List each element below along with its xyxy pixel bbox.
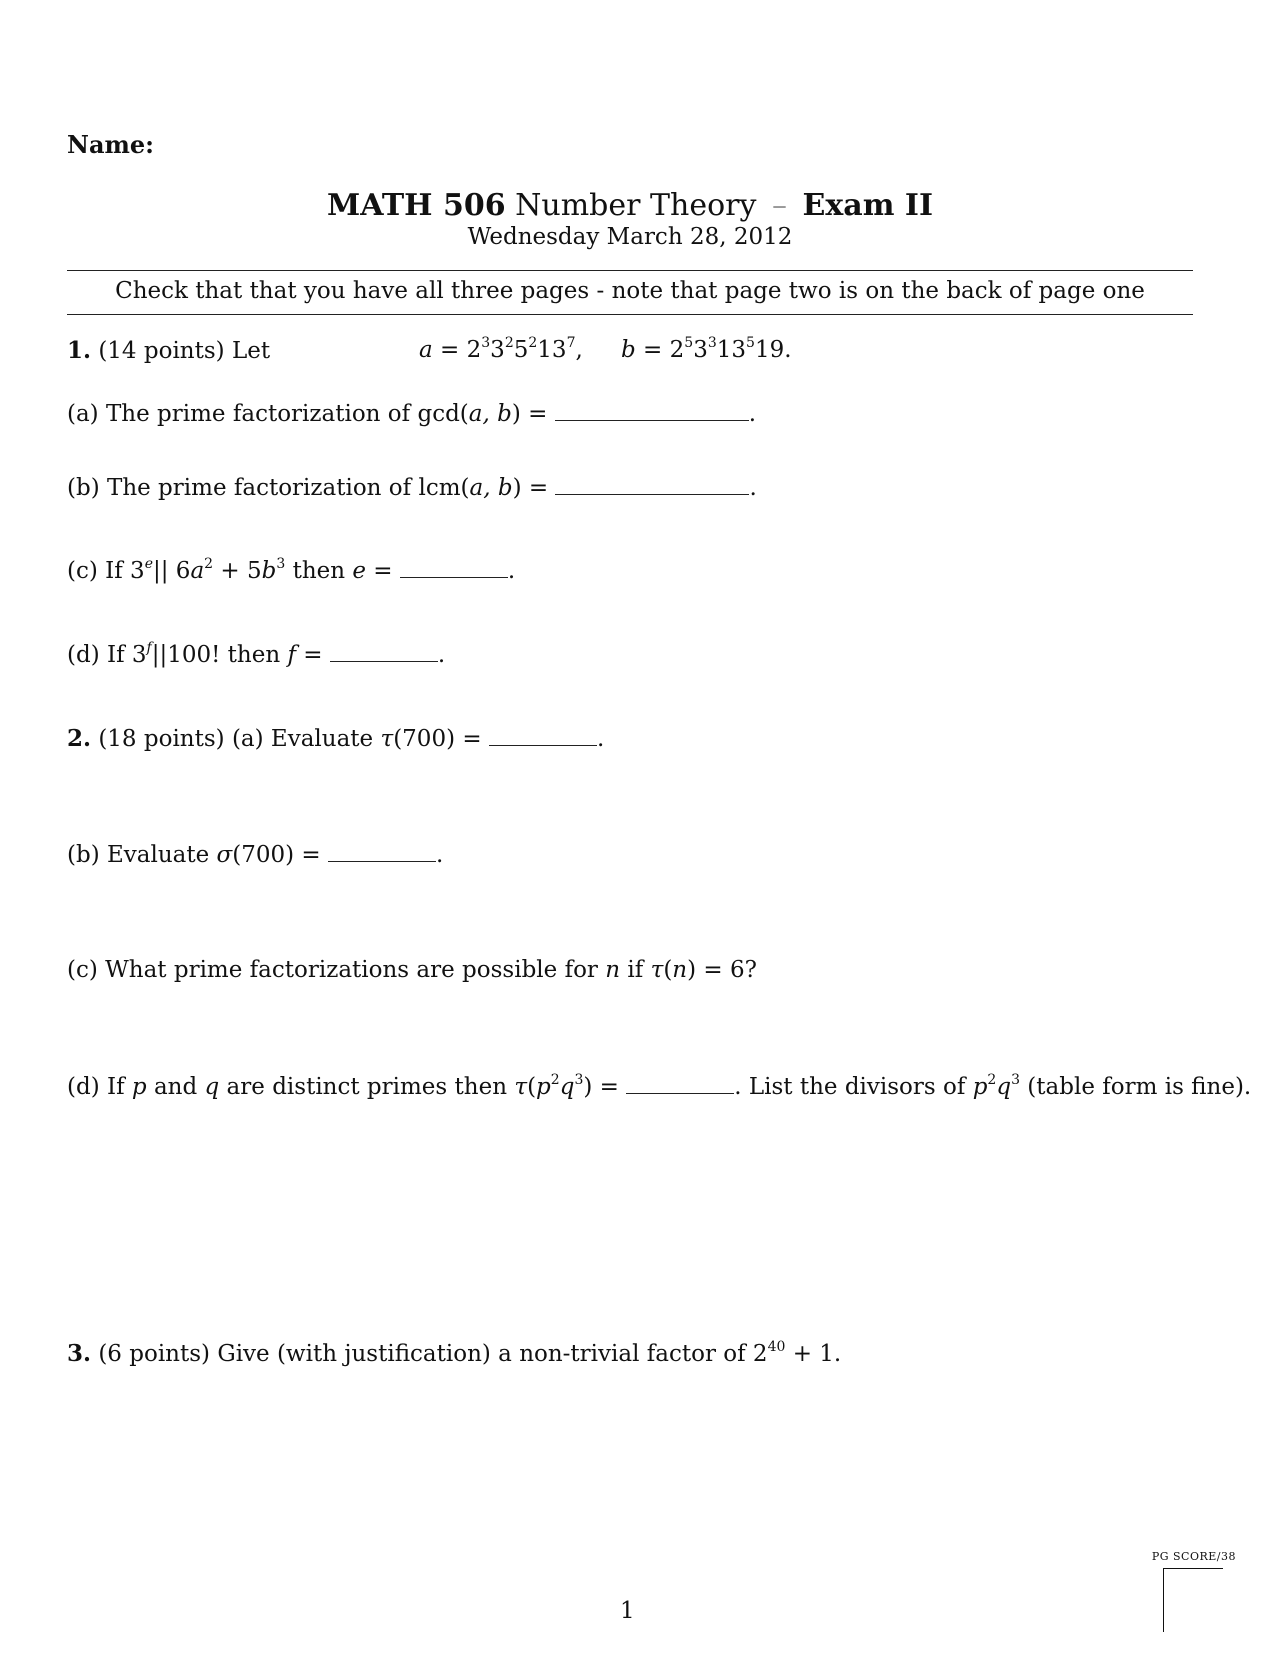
q3-text: (6 points) Give (with justification) a non-trivial factor of	[98, 1341, 746, 1367]
score-box-left	[1163, 1568, 1164, 1632]
q1-header	[67, 337, 270, 364]
instructions: Check that that you have all three pages - note that page two is on the back of page one	[115, 278, 1145, 304]
bottom-rule	[67, 314, 1193, 315]
exam-title	[0, 188, 1260, 223]
exam-date: Wednesday March 28, 2012	[467, 224, 793, 250]
q1-part-a-text: (a) The prime factorization of gcd(	[67, 401, 469, 427]
q2-part-d-end: List the divisors of	[748, 1074, 966, 1100]
answer-blank[interactable]	[555, 474, 749, 495]
score-box-top	[1163, 1568, 1223, 1569]
q1-part-d-text: (d) If 3	[67, 642, 147, 668]
answer-blank[interactable]	[330, 641, 438, 662]
q1-number: 1.	[67, 337, 92, 364]
q1-b-value: $b = 2^53^313^519$.	[621, 335, 792, 363]
q1-part-b: (b) The prime factorization of lcm(a, b) = .	[67, 475, 757, 501]
title-dash: –	[771, 188, 787, 223]
q1-part-c-text: (c) If 3	[67, 558, 145, 584]
q2-part-a: 2. (18 points) (a) Evaluate τ(700) = .	[67, 725, 605, 752]
q2-part-b-text: (b) Evaluate	[67, 842, 210, 868]
q2-number: 2.	[67, 725, 92, 752]
q2-part-c-text: (c) What prime factorizations are possible for	[67, 957, 598, 983]
top-rule	[67, 270, 1193, 271]
q1-part-a: (a) The prime factorization of gcd(a, b) = .	[67, 401, 757, 427]
page-number: 1	[620, 1598, 635, 1624]
q2-part-d: (d) If p and q are distinct primes then $\tau(p^2q^3)$ = . List the divisors of $p^2q^3$ (table form is fine).	[67, 1072, 1252, 1100]
answer-blank[interactable]	[489, 725, 597, 746]
course-code: MATH 506	[327, 188, 506, 223]
answer-blank[interactable]	[626, 1073, 734, 1094]
q2-part-c: (c) What prime factorizations are possible for n if τ(n) = 6?	[67, 957, 757, 983]
q2-part-b: (b) Evaluate σ(700) = .	[67, 842, 444, 868]
q3: 3. (6 points) Give (with justification) a non-trivial factor of $2^{40} + 1$.	[67, 1339, 842, 1367]
exam-name: Exam II	[802, 188, 933, 223]
answer-blank[interactable]	[555, 400, 749, 421]
q1-part-c: (c) If 3e|| $6a^2 + 5b^3$ then e = .	[67, 556, 516, 584]
q1-points: (14 points) Let	[98, 338, 271, 364]
answer-blank[interactable]	[400, 557, 508, 578]
q1-part-d: (d) If 3$^f$||100! then f = .	[67, 640, 446, 668]
page-score-label: PG SCORE/38	[1151, 1550, 1236, 1563]
q1-part-b-text: (b) The prime factorization of lcm(	[67, 475, 470, 501]
course-subject: Number Theory	[515, 188, 757, 223]
name-label: Name:	[67, 130, 155, 159]
q2-points: (18 points) (a) Evaluate	[98, 726, 374, 752]
answer-blank[interactable]	[328, 841, 436, 862]
q3-number: 3.	[67, 1340, 92, 1367]
q2-part-d-start: (d) If	[67, 1074, 125, 1100]
q1-a-value: $a = 2^33^25^213^7$,	[419, 335, 583, 363]
